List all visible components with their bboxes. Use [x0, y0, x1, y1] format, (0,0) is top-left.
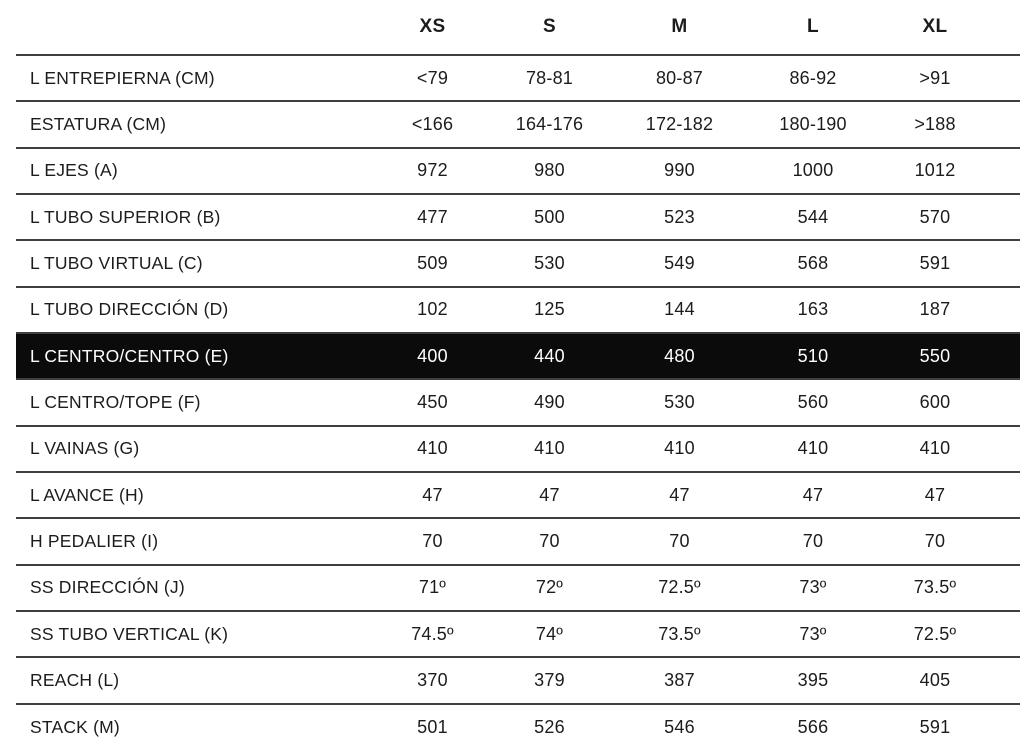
- table-row: [16, 472, 1020, 518]
- cell-value: 73º: [752, 565, 874, 611]
- cell-value: 47: [607, 472, 752, 518]
- row-label: H PEDALIER (I): [16, 518, 373, 564]
- cell-value: 501: [373, 704, 492, 750]
- column-header-xl: XL: [922, 16, 948, 37]
- cell-value: 530: [492, 240, 607, 286]
- cell-value: >91: [874, 55, 1020, 101]
- cell-value: 379: [492, 657, 607, 703]
- table-row: [16, 426, 1020, 472]
- table-row: [16, 379, 1020, 425]
- row-label: SS TUBO VERTICAL (K): [16, 611, 373, 657]
- cell-value: 74º: [492, 611, 607, 657]
- cell-value: 549: [607, 240, 752, 286]
- cell-value: 180-190: [752, 101, 874, 147]
- row-label: REACH (L): [16, 657, 373, 703]
- row-label: STACK (M): [16, 704, 373, 750]
- cell-value: 70: [492, 518, 607, 564]
- header-corner: [16, 0, 373, 55]
- cell-value: 125: [492, 287, 607, 333]
- cell-value: 477: [373, 194, 492, 240]
- cell-value: >188: [874, 101, 1020, 147]
- table-row: [16, 518, 1020, 564]
- cell-value: 480: [607, 333, 752, 379]
- row-label: L CENTRO/TOPE (F): [16, 379, 373, 425]
- cell-value: 74.5º: [373, 611, 492, 657]
- cell-value: 70: [874, 518, 1020, 564]
- cell-value: 387: [607, 657, 752, 703]
- row-label: L AVANCE (H): [16, 472, 373, 518]
- row-label: L TUBO VIRTUAL (C): [16, 240, 373, 286]
- cell-value: 972: [373, 148, 492, 194]
- cell-value: 410: [373, 426, 492, 472]
- table-row: [16, 287, 1020, 333]
- cell-value: 164-176: [492, 101, 607, 147]
- cell-value: 566: [752, 704, 874, 750]
- cell-value: 410: [874, 426, 1020, 472]
- cell-value: <166: [373, 101, 492, 147]
- header-row: [16, 0, 1020, 55]
- cell-value: 47: [492, 472, 607, 518]
- row-label: L CENTRO/CENTRO (E): [16, 333, 373, 379]
- row-label: ESTATURA (CM): [16, 101, 373, 147]
- cell-value: 400: [373, 333, 492, 379]
- cell-value: 172-182: [607, 101, 752, 147]
- cell-value: 163: [752, 287, 874, 333]
- table-row: [16, 333, 1020, 379]
- cell-value: 370: [373, 657, 492, 703]
- cell-value: 560: [752, 379, 874, 425]
- table-body: [16, 55, 1020, 750]
- cell-value: 450: [373, 379, 492, 425]
- cell-value: 1012: [874, 148, 1020, 194]
- cell-value: 72º: [492, 565, 607, 611]
- cell-value: 72.5º: [874, 611, 1020, 657]
- cell-value: 600: [874, 379, 1020, 425]
- cell-value: 102: [373, 287, 492, 333]
- cell-value: 530: [607, 379, 752, 425]
- cell-value: 544: [752, 194, 874, 240]
- cell-value: 80-87: [607, 55, 752, 101]
- cell-value: 47: [874, 472, 1020, 518]
- cell-value: 71º: [373, 565, 492, 611]
- cell-value: 70: [373, 518, 492, 564]
- column-header-s: S: [543, 16, 556, 37]
- cell-value: 546: [607, 704, 752, 750]
- cell-value: 568: [752, 240, 874, 286]
- cell-value: 72.5º: [607, 565, 752, 611]
- column-header-l: L: [807, 16, 819, 37]
- cell-value: 70: [752, 518, 874, 564]
- column-header-m: M: [671, 16, 688, 37]
- cell-value: 490: [492, 379, 607, 425]
- row-label: L EJES (A): [16, 148, 373, 194]
- table-row: [16, 101, 1020, 147]
- cell-value: 410: [752, 426, 874, 472]
- row-label: L TUBO SUPERIOR (B): [16, 194, 373, 240]
- cell-value: 187: [874, 287, 1020, 333]
- row-label: SS DIRECCIÓN (J): [16, 565, 373, 611]
- cell-value: 523: [607, 194, 752, 240]
- cell-value: 509: [373, 240, 492, 286]
- cell-value: 980: [492, 148, 607, 194]
- table-row: [16, 55, 1020, 101]
- cell-value: <79: [373, 55, 492, 101]
- cell-value: 410: [492, 426, 607, 472]
- cell-value: 591: [874, 704, 1020, 750]
- row-label: L TUBO DIRECCIÓN (D): [16, 287, 373, 333]
- cell-value: 550: [874, 333, 1020, 379]
- column-header-xs: XS: [419, 16, 446, 37]
- cell-value: 1000: [752, 148, 874, 194]
- table-row: [16, 565, 1020, 611]
- cell-value: 395: [752, 657, 874, 703]
- table-row: [16, 148, 1020, 194]
- cell-value: 990: [607, 148, 752, 194]
- cell-value: 70: [607, 518, 752, 564]
- cell-value: 510: [752, 333, 874, 379]
- table-row: [16, 611, 1020, 657]
- cell-value: 73º: [752, 611, 874, 657]
- cell-value: 86-92: [752, 55, 874, 101]
- cell-value: 526: [492, 704, 607, 750]
- cell-value: 591: [874, 240, 1020, 286]
- cell-value: 440: [492, 333, 607, 379]
- table-row: [16, 194, 1020, 240]
- geometry-table: [16, 0, 1020, 750]
- size-chart: [16, 0, 1020, 750]
- row-label: L ENTREPIERNA (CM): [16, 55, 373, 101]
- table-row: [16, 657, 1020, 703]
- cell-value: 47: [752, 472, 874, 518]
- cell-value: 405: [874, 657, 1020, 703]
- table-row: [16, 240, 1020, 286]
- cell-value: 570: [874, 194, 1020, 240]
- cell-value: 410: [607, 426, 752, 472]
- cell-value: 144: [607, 287, 752, 333]
- cell-value: 47: [373, 472, 492, 518]
- cell-value: 500: [492, 194, 607, 240]
- table-row: [16, 704, 1020, 750]
- cell-value: 78-81: [492, 55, 607, 101]
- cell-value: 73.5º: [607, 611, 752, 657]
- row-label: L VAINAS (G): [16, 426, 373, 472]
- cell-value: 73.5º: [874, 565, 1020, 611]
